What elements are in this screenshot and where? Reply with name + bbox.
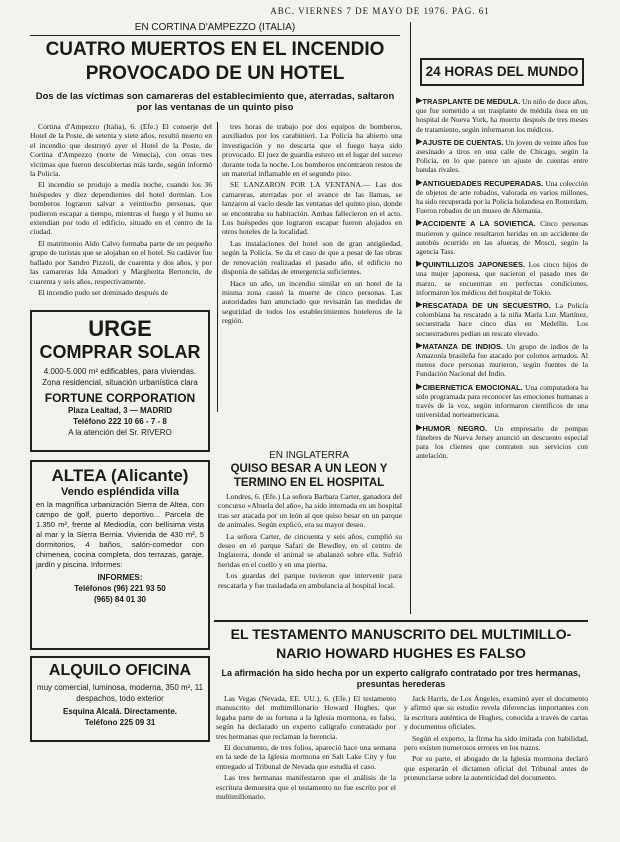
main-kicker: EN CORTINA D'AMPEZZO (ITALIA) (134, 22, 296, 33)
bullet-icon: ▸ (416, 132, 423, 148)
hughes-headline-line-2: NARIO HOWARD HUGHES ES FALSO (276, 645, 526, 661)
paragraph: Jack Harris, de Los Ángeles, examinó ayer el documento y afirmó que su estudio revela diferencias importantes con la escritura auténtica de Hughes, conocida a través de cartas y documentos oficiales. (404, 694, 588, 732)
bullet-icon: ▸ (416, 173, 423, 189)
paragraph: Cortina d'Ampezzo (Italia), 6. (Efe.) El conserje del Hotel de la Poste, de setenta y siete años, resultó muerto en el incendio que destruyó ayer el Hotel de la Poste, de Cortina d'Ampezzo (norte de Venecia), con otras tres víctimas que fueron descubiertas más tarde, según informó la Policía. (30, 122, 212, 179)
ad-altea-phone-1: Teléfonos (96) 221 93 50 (74, 584, 166, 593)
ad-altea-informes-label: INFORMES: (97, 573, 143, 582)
bullet-icon: ▸ (416, 95, 423, 107)
sidebar-divider (410, 22, 411, 614)
bullet-icon: ▸ (416, 336, 423, 352)
sidebar-item: ▸MATANZA DE INDIOS. Un grupo de indios de la Amazonía brasileña fue atacado por colonos armados. Al menos doce personas murieron, según fuentes de la Fundación Nacional del Indio. (416, 336, 588, 379)
main-column-1 (30, 122, 212, 304)
bullet-icon: ▸ (416, 418, 423, 434)
hughes-headline-line-1: EL TESTAMENTO MANUSCRITO DEL MULTIMILLO- (230, 626, 572, 642)
bullet-icon: ▸ (416, 255, 423, 271)
ad-altea-subtitle: Vendo espléndida villa (61, 486, 179, 498)
paragraph: El documento, de tres folios, apareció hace una semana en la sede de la Iglesia mormona en Salt Lake City y fue entregado al Tribunal de Nevada que estudia el caso. (216, 743, 396, 771)
ad-oficina-description: muy comercial, luminosa, moderna, 350 m², 11 despachos, todo exterior (36, 683, 204, 703)
hughes-column-1 (216, 694, 396, 820)
england-kicker: EN INGLATERRA (269, 450, 349, 461)
paragraph: tres horas de trabajo por dos equipos de bomberos, auxiliados por los carabinieri. La Policía ha abierto una investigación y no descarta que el fuego haya sido provocado. El juez de guardia estuvo en el lugar del suceso durante toda la noche. Los bomberos encontraron restos de un material inflamable en el segundo piso. (222, 122, 402, 179)
sidebar-item: ▸RESCATADA DE UN SECUESTRO. La Policía colombiana ha rescatado a la niña María Luz Martínez, secuestrada hace cinco días en Medellín. Los secuestradores pedían un rescate elevado. (416, 296, 588, 338)
england-body (218, 492, 402, 612)
bullet-icon: ▸ (416, 377, 423, 393)
main-column-2 (222, 122, 402, 422)
ad-urge-title: URGE (88, 316, 152, 341)
sidebar-item: ▸AJUSTE DE CUENTAS. Un joven de veinte años fue asesinado a tiros en una calle de Chicago, según la Policía, en lo que parece un ajuste de cuentas entre bandas rivales. (416, 132, 588, 175)
paragraph: Las instalaciones del hotel son de gran antigüedad, según la Policía. Se da el caso de que a pesar de las obras de renovación realizadas el pasado año, el edificio no disponía de salidas de emergencia suficientes. (222, 238, 402, 277)
column-divider (217, 122, 218, 412)
ad-urge-address: Plaza Lealtad, 3 — MADRID (67, 406, 173, 415)
ad-oficina-phone: Teléfono 225 09 31 (84, 718, 156, 727)
ad-urge-details: 4.000-5.000 m² edificables, para viviendas. Zona residencial, situación urbanística clara (42, 367, 198, 387)
bullet-icon: ▸ (416, 214, 423, 230)
ad-urge-attention: A la atención del Sr. RIVERO (68, 428, 172, 437)
page-folio: ABC. VIERNES 7 DE MAYO DE 1976. PAG. 61 (270, 6, 490, 16)
ad-altea-description: en la magnífica urbanización Sierra de Altea, con campo de golf, puerto deportivo... Parcela de 1.350 m², frente al Mediodía, con bellísima vista al mar y la Sierra Bernia. Vivienda de 430 m², 5 dormitorios, 4 baños, salón-comedor con chimenea, cocina completa, dos terrazas, garaje, jardín y piscina. Informes: (36, 500, 204, 569)
sidebar-item: ▸ACCIDENTE A LA SOVIETICA. Cinco personas murieron y quince resultaron heridas en un accidente de autobús ocurrido en las afueras de Moscú, según la agencia Tass. (416, 214, 588, 257)
ad-urge-subtitle: COMPRAR SOLAR (39, 342, 201, 362)
paragraph: El matrimonio Aldo Calvo formaba parte de un pequeño grupo de turistas que se alojaban en el hotel. Su cadáver fue hallado por Sandro Pizzoli, de cuarenta y dos años, y por las camareras Ida Amadori y Margherita Bertoncin, de cuarenta y seis años, respectivamente. (30, 238, 212, 286)
ad-urge-comprar-solar (30, 310, 210, 452)
paragraph: Las Vegas (Nevada, EE. UU.), 6. (Efe.) El testamento manuscrito del multimillonario Howard Hughes, que legaba parte de su fortuna a la Iglesia mormona, es falso, según ha declarado un experto calígrafo contratado por tres hermanas que reclaman la herencia. (216, 694, 396, 741)
ad-altea-villa (30, 460, 210, 650)
main-headline-line-1: CUATRO MUERTOS EN EL INCENDIO (45, 39, 385, 60)
paragraph: Según el experto, la firma ha sido imitada con habilidad, pero existen numerosos errores en los trazos. (404, 733, 588, 753)
paragraph: SE LANZARON POR LA VENTANA.— Las dos camareras, aterradas por el avance de las llamas, se lanzaron al vacío desde las ventanas del quinto piso, donde se encontraba su habitación. Ambas fallecieron en el acto. Los huéspedes que lograron escapar fueron alojados en otros hoteles de la localidad. (222, 180, 402, 237)
paragraph: El incendio pudo ser dominado después de (38, 287, 168, 297)
ad-urge-company: FORTUNE CORPORATION (44, 391, 196, 405)
sidebar-item: ▸TRASPLANTE DE MEDULA. Un niño de doce años, que fue sometido a un trasplante de médula ósea en un hospital de Nueva York, ha muerto después de tres meses de tratamiento, según informaron los médicos. (416, 95, 588, 134)
sidebar-item: ▸CIBERNETICA EMOCIONAL. Una computadora ha sido programada para reconocer las emociones humanas a través de la voz, según informaron científicos de una universidad norteamericana. (416, 377, 588, 420)
ad-oficina-address: Esquina Alcalá. Directamente. (63, 707, 177, 716)
ad-urge-phone: Teléfono 222 10 66 - 7 - 8 (73, 417, 167, 426)
divider (30, 35, 400, 36)
hughes-column-2 (404, 694, 588, 820)
ad-oficina-title: ALQUILO OFICINA (48, 662, 192, 679)
bullet-icon: ▸ (416, 296, 423, 312)
ad-alquilo-oficina (30, 656, 210, 742)
paragraph: Por su parte, el abogado de la Iglesia mormona declaró que esperarán el dictamen oficial del Tribunal antes de pronunciarse sobre la autenticidad del documento. (404, 754, 588, 783)
main-subhead: Dos de las víctimas son camareras del establecimiento que, aterradas, saltaron por las ventanas de un quinto piso (35, 91, 395, 114)
paragraph: Londres, 6. (Efe.) La señora Barbara Carter, ganadora del concurso «Abuela del año», ha sido internada en un hospital tras ser atacada por un león al que quiso besar en un parque de animales. Según explicó, era su mayor deseo. (218, 492, 402, 530)
paragraph: La señora Carter, de cincuenta y seis años, cumplió su deseo en el parque Safari de Bewdley, en el centro de Inglaterra, donde el animal se abalanzó sobre ella. Sufrió heridas en el cuello y en una pierna. (218, 531, 402, 569)
sidebar-title: 24 HORAS DEL MUNDO (420, 58, 584, 86)
sidebar-item: ▸ANTIGUEDADES RECUPERADAS. Una colección de objetos de arte robados, valorada en varios millones, ha sido recuperada por la Policía holandesa en Rotterdam. Fueron robados de un museo de Alemania. (416, 173, 588, 216)
hughes-subhead: La afirmación ha sido hecha por un experto calígrafo contratado por tres hermanas, presuntas herederas (221, 668, 581, 689)
main-headline-line-2: PROVOCADO DE UN HOTEL (85, 63, 345, 84)
ad-altea-phone-2: (965) 84 01 30 (93, 595, 147, 604)
paragraph: Las tres hermanas manifestaron que el análisis de la escritura demuestra que el testamento no fue escrito por el multimillonario. (216, 773, 396, 802)
england-headline: QUISO BESAR A UN LEON Y TERMINO EN EL HOSPITAL (230, 463, 388, 490)
ad-altea-title: ALTEA (Alicante) (51, 466, 189, 485)
sidebar-item: ▸QUINTILLIZOS JAPONESES. Los cinco hijos de una mujer japonesa, que nacieron el pasado mes de marzo, se encuentran en perfectas condiciones, informaron los médicos del hospital de Tokio. (416, 255, 588, 297)
paragraph: Hace un año, un incendio similar en un hotel de la misma zona causó la muerte de cinco personas. Las autoridades han anunciado que revisarán las medidas de seguridad de todos los establecimientos hoteleros de la región. (222, 278, 402, 326)
sidebar-item: ▸HUMOR NEGRO. Un empresario de pompas fúnebres de Nueva Jersey anunció un descuento especial para los clientes que contraten sus servicios con antelación. (416, 418, 588, 461)
paragraph: El incendio se produjo a media noche, cuando los 36 huéspedes y diez dependientes del hotel dormían. Los bomberos lograron salvar a veintiocho personas, que pudieron escapar a tiempo, mientras el fuego y el humo se extendían por todo el edificio, situado en el centro de la ciudad. (30, 180, 212, 237)
paragraph: Los guardas del parque tuvieron que intervenir para rescatarla y fue trasladada en ambulancia al hospital local. (218, 571, 402, 590)
sidebar-items (416, 95, 588, 615)
section-divider (214, 620, 588, 622)
